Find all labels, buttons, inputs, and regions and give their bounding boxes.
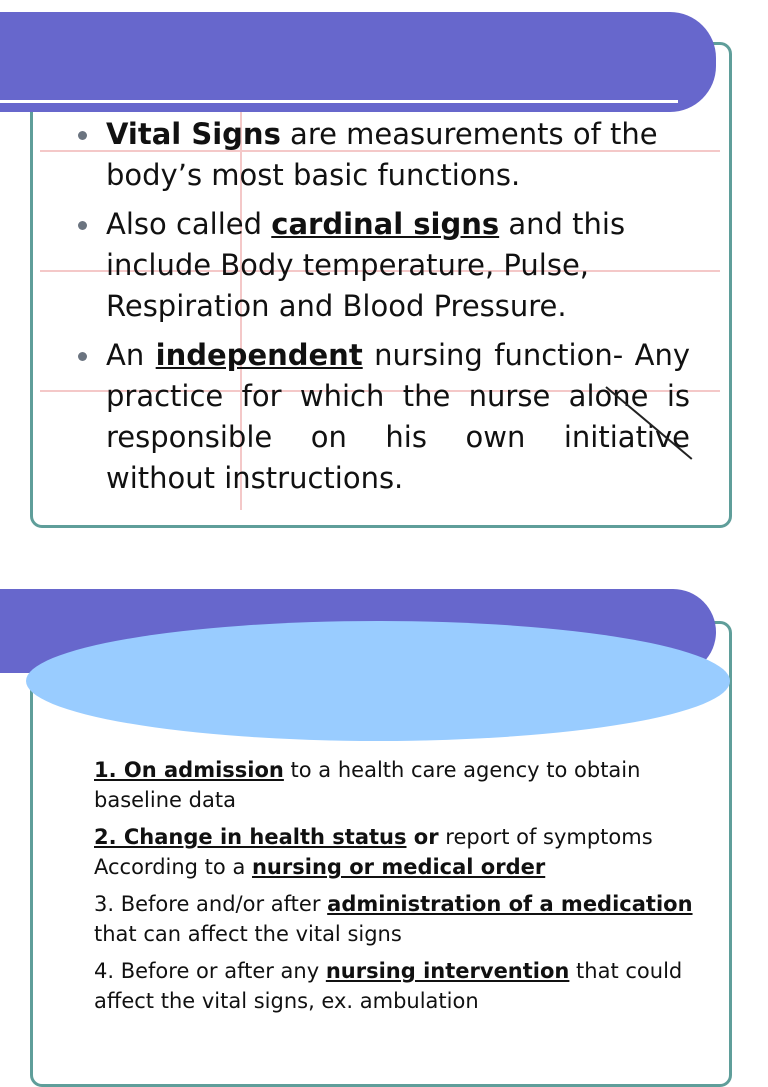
reason-emphasis: administration of a medication xyxy=(327,892,693,916)
title-ellipse xyxy=(26,621,730,741)
bullet-text: and this include Body temperature, Pulse, Respiration and Blood Pressure. xyxy=(106,207,626,323)
reason-connector: or xyxy=(406,825,439,849)
title-band xyxy=(0,12,716,112)
bullet-independent xyxy=(78,335,690,499)
slide-2 xyxy=(0,585,768,1024)
reason-text: that can affect the vital signs xyxy=(94,922,402,946)
bullet-dot-icon xyxy=(78,221,87,230)
reason-emphasis: 1. On admission xyxy=(94,758,284,782)
bullet-dot-icon xyxy=(78,352,87,361)
reason-text: to a health care agency to obtain baseline data xyxy=(94,758,641,812)
bullet-text: are measurements of the body’s most basic functions. xyxy=(106,117,658,192)
reason-list xyxy=(94,755,694,1023)
reason-item xyxy=(94,956,694,1016)
reason-item xyxy=(94,889,694,949)
bullet-lead: An xyxy=(106,338,156,372)
reason-emphasis: 2. Change in health status xyxy=(94,825,407,849)
reason-emphasis: nursing intervention xyxy=(325,959,570,983)
title-rule xyxy=(0,100,678,103)
bullet-dot-icon xyxy=(78,131,87,140)
bullet-lead: Also called xyxy=(106,207,272,241)
reason-text: that could affect the vital signs, ex. ambulation xyxy=(94,959,683,1013)
bullet-list xyxy=(78,114,690,507)
reason-text: 3. Before and/or after xyxy=(94,892,328,916)
reason-text: According to a xyxy=(94,855,252,879)
term-cardinal-signs: cardinal signs xyxy=(271,207,500,241)
reason-item xyxy=(94,755,694,815)
term-vital-signs: Vital Signs xyxy=(106,117,281,151)
bullet-vital-signs xyxy=(78,114,690,196)
reason-emphasis: nursing or medical order xyxy=(251,855,546,879)
term-independent: independent xyxy=(155,338,363,372)
bullet-cardinal-signs xyxy=(78,204,690,327)
reason-text: report of symptoms xyxy=(438,825,653,849)
reason-text: 4. Before or after any xyxy=(94,959,326,983)
reason-item xyxy=(94,822,694,882)
slide-1 xyxy=(0,0,768,540)
bullet-text: nursing function- Any practice for which the nurse alone is responsible on his own initiative without instructions. xyxy=(106,338,690,495)
